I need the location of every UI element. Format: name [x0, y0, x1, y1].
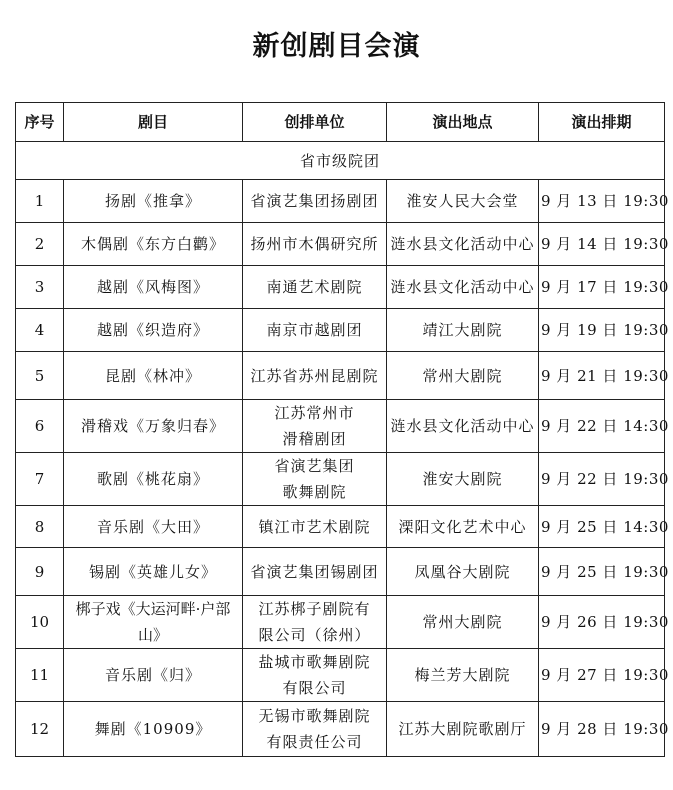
row-unit-line: 有限责任公司: [266, 733, 363, 751]
row-venue: 涟水县文化活动中心: [387, 400, 539, 453]
row-unit: 南通艺术剧院: [243, 266, 387, 309]
row-venue: 涟水县文化活动中心: [387, 266, 539, 309]
row-no: 11: [16, 649, 64, 702]
row-unit-line: 歌舞剧院: [282, 483, 347, 501]
table-row: [16, 400, 665, 453]
row-play: 舞剧《10909》: [64, 702, 243, 757]
row-play: 越剧《织造府》: [64, 309, 243, 352]
group-label: 省市级院团: [16, 142, 665, 180]
row-unit: [243, 596, 387, 649]
row-play: 越剧《风梅图》: [64, 266, 243, 309]
table-row: [16, 596, 665, 649]
row-unit: 扬州市木偶研究所: [243, 223, 387, 266]
header-no: 序号: [16, 103, 64, 142]
row-unit-line: 江苏常州市: [274, 404, 355, 422]
row-play: 木偶剧《东方白鹳》: [64, 223, 243, 266]
row-unit: 南京市越剧团: [243, 309, 387, 352]
row-time: 9 月 26 日 19:30: [539, 596, 665, 649]
row-unit-line: 省演艺集团: [274, 457, 355, 475]
row-unit: [243, 453, 387, 506]
row-unit-line: 滑稽剧团: [282, 430, 347, 448]
table-row: [16, 180, 665, 223]
row-no: 12: [16, 702, 64, 757]
page-title: 新创剧目会演: [252, 31, 421, 62]
row-no: 6: [16, 400, 64, 453]
row-unit-line: 无锡市歌舞剧院: [258, 707, 371, 725]
row-no: 10: [16, 596, 64, 649]
row-no: 2: [16, 223, 64, 266]
table-row: [16, 352, 665, 400]
row-play: 滑稽戏《万象归春》: [64, 400, 243, 453]
row-unit: [243, 649, 387, 702]
row-venue: 溧阳文化艺术中心: [387, 506, 539, 548]
table-row: [16, 649, 665, 702]
row-venue: 常州大剧院: [387, 596, 539, 649]
row-time: 9 月 22 日 14:30: [539, 400, 665, 453]
row-time: 9 月 28 日 19:30: [539, 702, 665, 757]
row-venue: 梅兰芳大剧院: [387, 649, 539, 702]
row-unit-line: 盐城市歌舞剧院: [258, 653, 371, 671]
row-unit: 江苏省苏州昆剧院: [243, 352, 387, 400]
row-venue: 常州大剧院: [387, 352, 539, 400]
row-unit: [243, 702, 387, 757]
header-unit: 创排单位: [243, 103, 387, 142]
row-play: 歌剧《桃花扇》: [64, 453, 243, 506]
row-time: 9 月 22 日 19:30: [539, 453, 665, 506]
row-no: 9: [16, 548, 64, 596]
row-play: 梆子戏《大运河畔·户部山》: [64, 596, 243, 649]
row-unit: [243, 400, 387, 453]
table-row: [16, 453, 665, 506]
group-row: [16, 142, 665, 180]
row-time: 9 月 25 日 19:30: [539, 548, 665, 596]
table-row: [16, 223, 665, 266]
row-venue: 涟水县文化活动中心: [387, 223, 539, 266]
row-time: 9 月 14 日 19:30: [539, 223, 665, 266]
row-time: 9 月 19 日 19:30: [539, 309, 665, 352]
schedule-table: [15, 102, 669, 757]
header-time: 演出排期: [539, 103, 665, 142]
row-venue: 靖江大剧院: [387, 309, 539, 352]
row-unit-line: 有限公司: [282, 679, 347, 697]
row-time: 9 月 13 日 19:30: [539, 180, 665, 223]
row-play: 锡剧《英雄儿女》: [64, 548, 243, 596]
row-play: 音乐剧《归》: [64, 649, 243, 702]
row-no: 1: [16, 180, 64, 223]
table-row: [16, 702, 665, 757]
row-time: 9 月 25 日 14:30: [539, 506, 665, 548]
table-row: [16, 548, 665, 596]
row-time: 9 月 27 日 19:30: [539, 649, 665, 702]
row-venue: 江苏大剧院歌剧厅: [387, 702, 539, 757]
row-play: 扬剧《推拿》: [64, 180, 243, 223]
header-venue: 演出地点: [387, 103, 539, 142]
row-unit-line: 限公司（徐州）: [258, 626, 371, 644]
table-row: [16, 309, 665, 352]
table-row: [16, 506, 665, 548]
row-play: 昆剧《林冲》: [64, 352, 243, 400]
row-no: 3: [16, 266, 64, 309]
row-no: 7: [16, 453, 64, 506]
row-time: 9 月 21 日 19:30: [539, 352, 665, 400]
row-no: 5: [16, 352, 64, 400]
row-venue: 淮安人民大会堂: [387, 180, 539, 223]
row-unit-line: 江苏梆子剧院有: [258, 600, 371, 618]
row-no: 8: [16, 506, 64, 548]
row-play: 音乐剧《大田》: [64, 506, 243, 548]
row-venue: 凤凰谷大剧院: [387, 548, 539, 596]
row-unit: 省演艺集团锡剧团: [243, 548, 387, 596]
row-unit: 镇江市艺术剧院: [243, 506, 387, 548]
header-play: 剧目: [64, 103, 243, 142]
row-unit: 省演艺集团扬剧团: [243, 180, 387, 223]
table-row: [16, 266, 665, 309]
row-venue: 淮安大剧院: [387, 453, 539, 506]
header-row: [16, 103, 665, 142]
row-time: 9 月 17 日 19:30: [539, 266, 665, 309]
row-no: 4: [16, 309, 64, 352]
